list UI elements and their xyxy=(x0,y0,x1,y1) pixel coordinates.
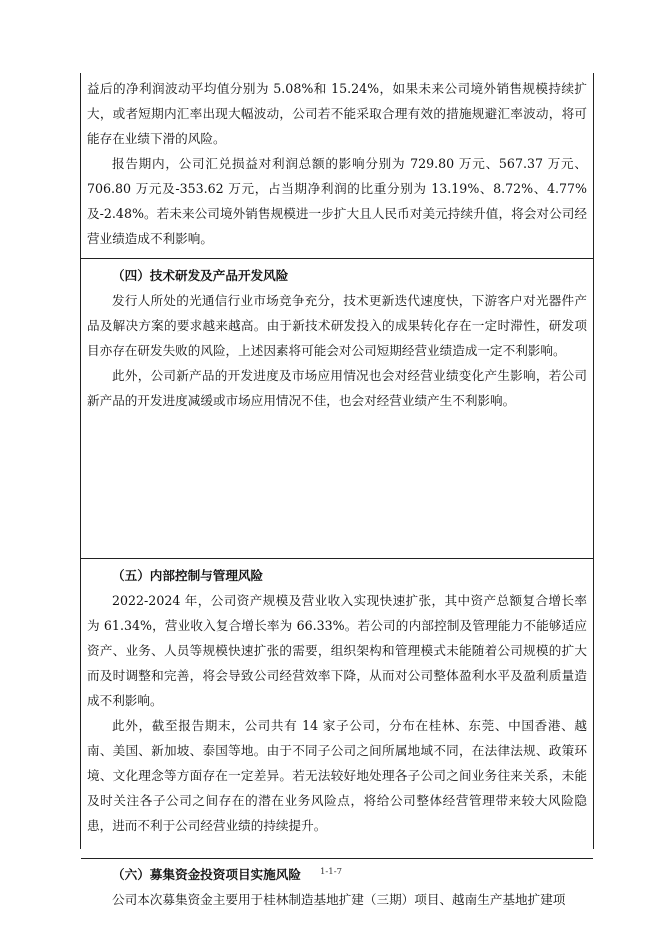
paragraph: 益后的净利润波动平均值分别为 5.08%和 15.24%，如果未来公司境外销售规模持续扩大，或者短期内汇率出现大幅波动，公司若不能采取合理有效的措施规避汇率波动，将可能存在业绩下滑的风险。 xyxy=(87,81,587,146)
page-number: 1-1-7 xyxy=(320,867,342,877)
paragraph: 公司本次募集资金主要用于桂林制造基地扩建（三期）项目、越南生产基地扩建项 xyxy=(112,892,566,907)
section-currency-risk xyxy=(81,73,593,259)
paragraph: 报告期内，公司汇兑损益对利润总额的影响分别为 729.80 万元、567.37 万元、706.80 万元及-353.62 万元，占当期净利润的比重分别为 13.19%、8.72%、4.77%及-2.48%。若未来公司境外销售规模进一步扩大且人民币对美元持续升值，将会对公司经营业绩造成不利影响。 xyxy=(87,156,587,246)
section-heading: （六）募集资金投资项目实施风险 xyxy=(112,867,301,882)
paragraph: 发行人所处的光通信行业市场竞争充分，技术更新迭代速度快，下游客户对光器件产品及解决方案的要求越来越高。由于新技术研发投入的成果转化存在一定时滞性，研发项目亦存在研发失败的风险，上述因素将可能会对公司短期经营业绩造成一定不利影响。 xyxy=(87,293,587,358)
section-rd-risk xyxy=(81,259,593,559)
paragraph: 此外，截至报告期末，公司共有 14 家子公司，分布在桂林、东莞、中国香港、越南、美国、新加坡、泰国等地。由于不同子公司之间所属地域不同，在法律法规、政策环境、文化理念等方面存在一定差异。若无法较好地处理各子公司之间业务往来关系，未能及时关注各子公司之间存在的潜在业务风险点，将给公司整体经营管理带来较大风险隐患，进而不利于公司经营业绩的持续提升。 xyxy=(87,718,587,833)
section-heading: （四）技术研发及产品开发风险 xyxy=(112,268,289,283)
paragraph: 此外，公司新产品的开发进度及市场应用情况也会对经营业绩变化产生影响，若公司新产品的开发进度减缓或市场应用情况不佳，也会对经营业绩产生不利影响。 xyxy=(87,368,587,408)
section-heading: （五）内部控制与管理风险 xyxy=(112,568,264,583)
section-internal-control-risk xyxy=(81,559,593,859)
paragraph: 2022-2024 年，公司资产规模及营业收入实现快速扩张，其中资产总额复合增长率为 61.34%，营业收入复合增长率为 66.33%。若公司的内部控制及管理能力不能够适应资产、业务、人员等规模快速扩张的需要，组织架构和管理模式未能随着公司规模的扩大而及时调整和完善，将会导致公司经营效率下降，从而对公司整体盈利水平及盈利质量造成不利影响。 xyxy=(87,593,587,708)
